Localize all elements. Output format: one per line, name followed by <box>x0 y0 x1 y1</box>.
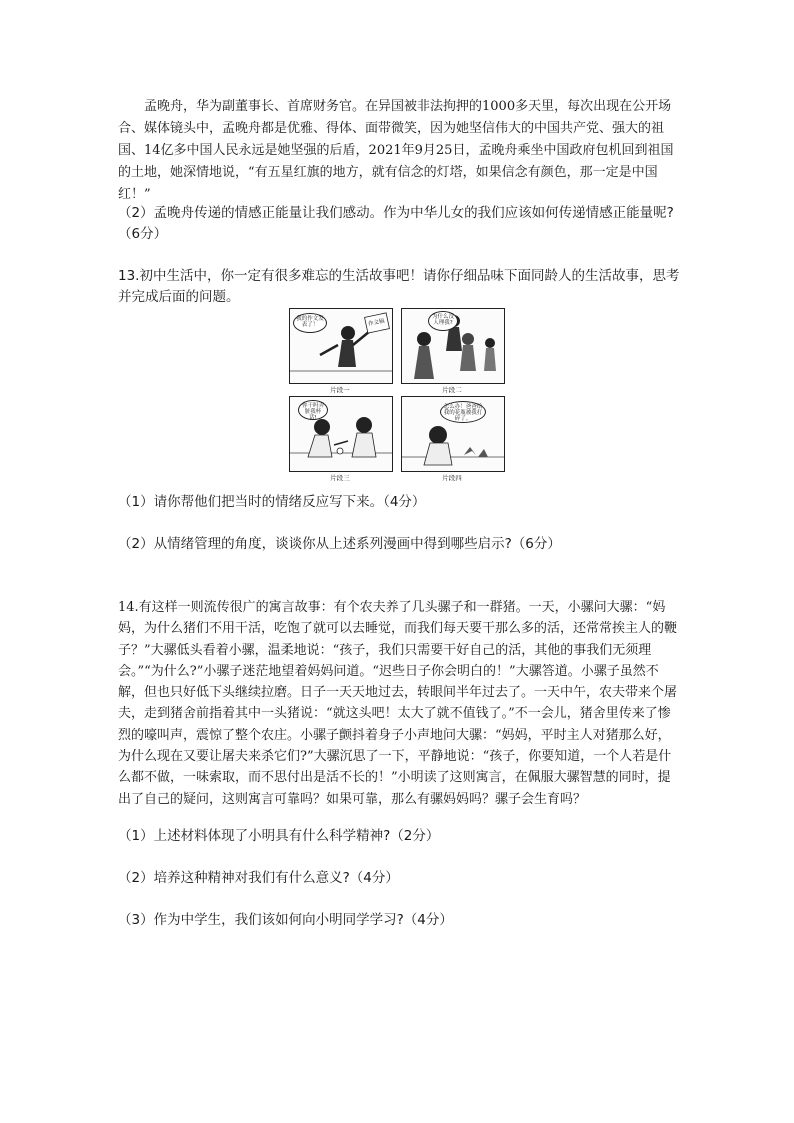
q12-question-2: （2）孟晚舟传递的情感正能量让我们感动。作为中华儿女的我们应该如何传递情感正能量呢?（6分） <box>118 205 674 242</box>
comic-panel-1 <box>289 308 393 384</box>
caption-panel-2: 片段二 <box>442 386 462 394</box>
q14-question-2: （2）培养这种精神对我们有什么意义?（4分） <box>118 870 399 886</box>
q12-material: 孟晚舟，华为副董事长、首席财务官。在异国被非法拘押的1000多天里，每次出现在公开场合、媒体镜头中，孟晚舟都是优雅、得体、面带微笑，因为她坚信伟大的中国共产党、强大的祖国、14亿多中国人民永远是她坚强的后盾，2021年9月25日，孟晚舟乘坐中国政府包机回到祖国的土地，她深情地说，“有五星红旗的地方，就有信念的灯塔，如果信念有颜色，那一定是中国红！” <box>118 99 674 202</box>
q14-question-3: （3）作为中学生，我们该如何向小明同学学习?（4分） <box>118 912 453 928</box>
panel1-speech-bubble: 我的作文发表了！ <box>293 313 327 333</box>
panel3-speech-bubble: 你干吗弄脏我杯话! <box>298 400 328 420</box>
q13-question-1: （1）请你帮他们把当时的情绪反应写下来。（4分） <box>118 494 426 510</box>
panel2-speech-bubble: 为什么没人理我? <box>428 311 458 331</box>
q14-question-1: （1）上述材料体现了小明具有什么科学精神?（2分） <box>118 828 440 844</box>
comic-strip <box>289 308 507 480</box>
q13-intro: 13.初中生活中，你一定有很多难忘的生活故事吧！请你仔细品味下面同龄人的生活故事，思考并完成后面的问题。 <box>118 268 680 305</box>
comic-panel-3 <box>289 396 393 472</box>
caption-panel-4: 片段四 <box>442 474 462 482</box>
comic-panel-2 <box>401 308 505 384</box>
caption-panel-1: 片段一 <box>330 386 350 394</box>
q13-question-2: （2）从情绪管理的角度，谈谈你从上述系列漫画中得到哪些启示?（6分） <box>118 536 561 552</box>
comic-panel-4 <box>401 396 505 472</box>
panel4-speech-bubble: 怎么办！爸爸给我的花瓶被我打碎了。 <box>440 401 486 423</box>
q14-material: 14.有这样一则流传很广的寓言故事：有个农夫养了几头骡子和一群猪。一天，小骡问大骡：“妈妈，为什么猪们不用干活，吃饱了就可以去睡觉，而我们每天要干那么多的活，还常常挨主人的鞭子？”大骡低头看着小骡，温柔地说：“孩子，我们只需要干好自己的活，其他的事我们无须理会。”“为什么?”小骡子迷茫地望着妈妈问道。“迟些日子你会明白的！”大骡答道。小骡子虽然不解，但也只好低下头继续拉磨。日子一天天地过去，转眼间半年过去了。一天中午，农夫带来个屠夫，走到猪舍前指着其中一头猪说：“就这头吧！太大了就不值钱了。”不一会儿，猪舍里传来了惨烈的嚎叫声，震惊了整个农庄。小骡子颤抖着身子小声地问大骡：“妈妈，平时主人对猪那么好，为什么现在又要让屠夫来杀它们?”大骡沉思了一下，平静地说：“孩子，你要知道，一个人若是什么都不做，一味索取，而不思付出是活不长的！”小明读了这则寓言，在佩服大骡智慧的同时，提出了自己的疑问，这则寓言可靠吗？如果可靠，那么有骡妈妈吗？骡子会生育吗？ <box>118 600 678 807</box>
caption-panel-3: 片段三 <box>330 474 350 482</box>
panel1-sign-text: 作文稿 <box>367 318 386 328</box>
